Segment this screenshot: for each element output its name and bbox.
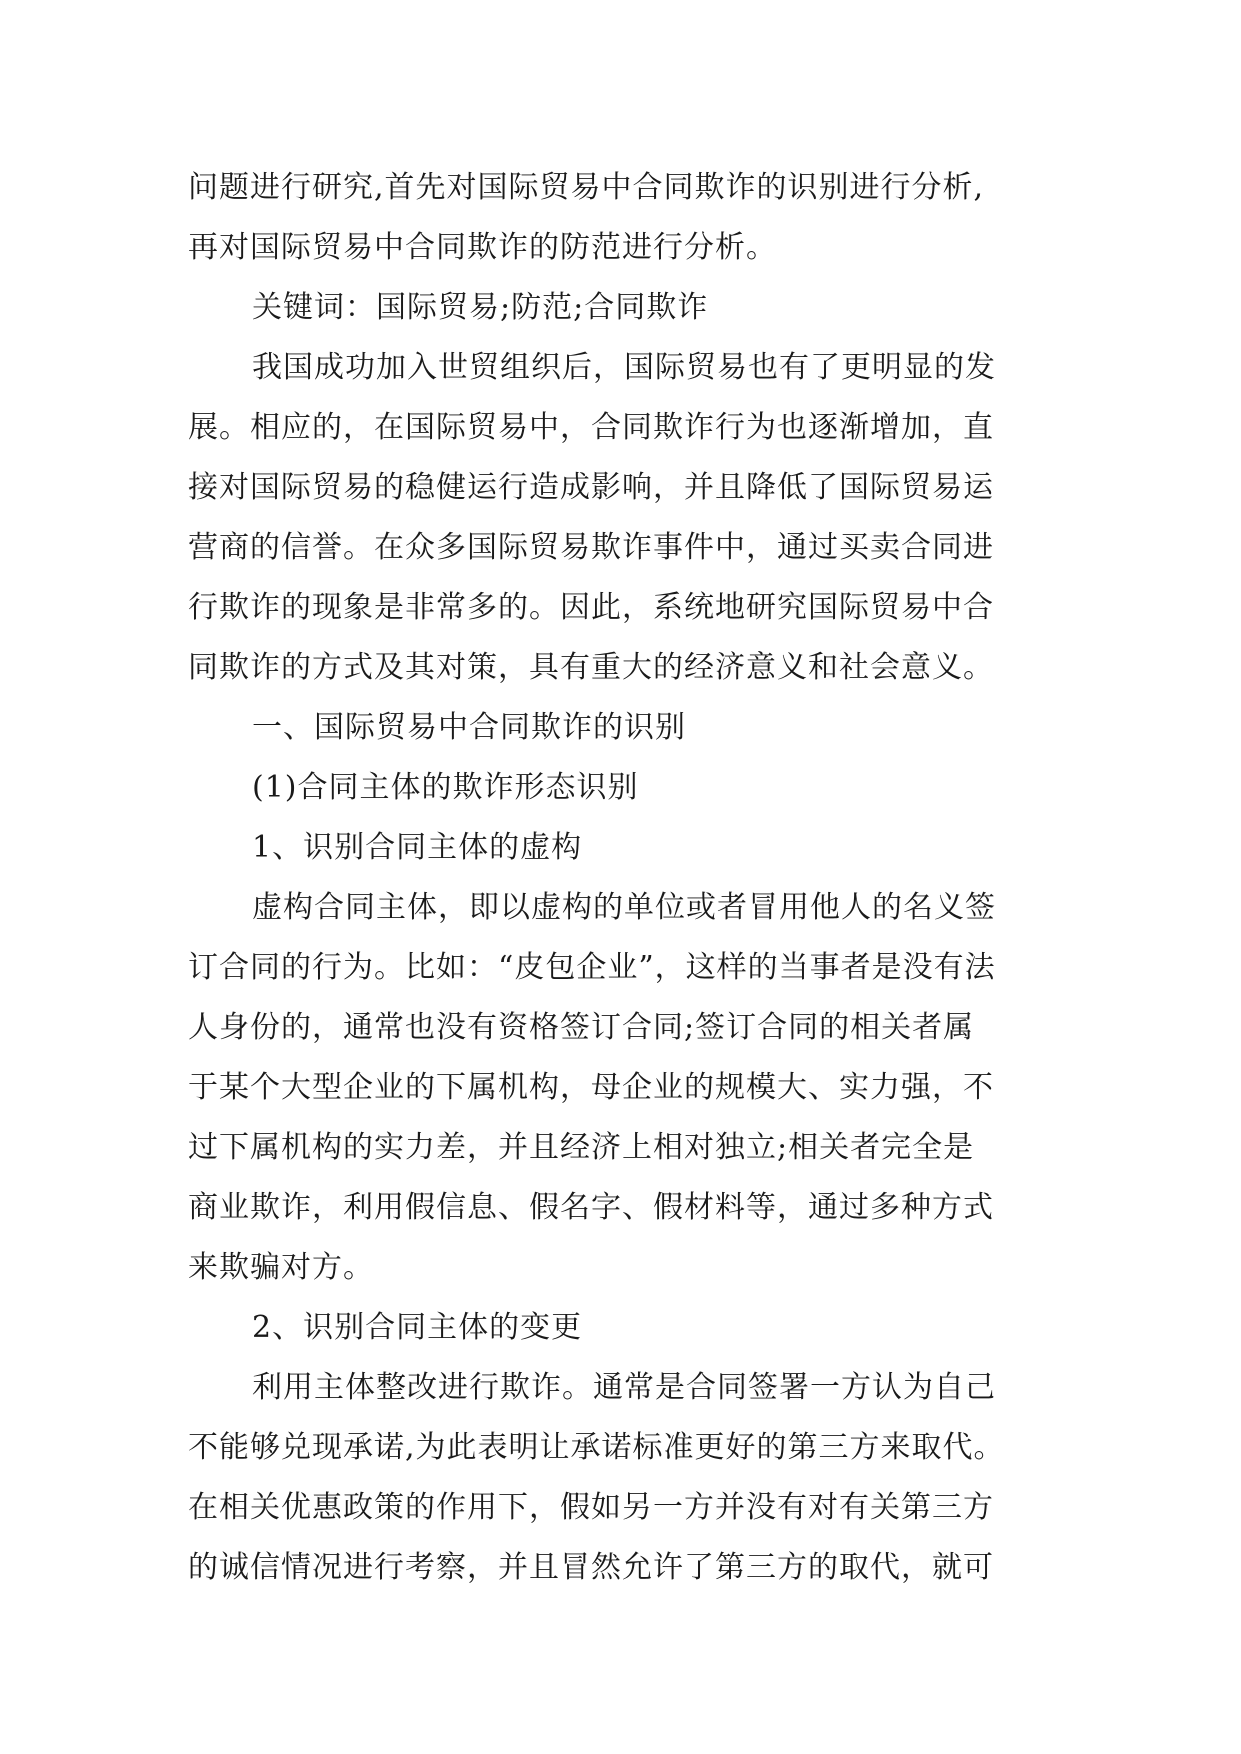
paragraph-start: 利用主体整改进行欺诈。通常是合同签署一方认为自己	[252, 1370, 996, 1405]
text-line: 订合同的行为。比如：“皮包企业”，这样的当事者是没有法	[188, 950, 996, 985]
text-line: 再对国际贸易中合同欺诈的防范进行分析。	[188, 230, 777, 265]
paragraph-start: 我国成功加入世贸组织后，国际贸易也有了更明显的发	[252, 350, 996, 385]
subsection-heading: (1)合同主体的欺诈形态识别	[252, 770, 639, 805]
text-line: 在相关优惠政策的作用下，假如另一方并没有对有关第三方	[188, 1490, 994, 1525]
text-line: 来欺骗对方。	[188, 1250, 374, 1285]
text-line: 的诚信情况进行考察，并且冒然允许了第三方的取代，就可	[188, 1550, 994, 1585]
item-heading: 1、识别合同主体的虚构	[252, 830, 583, 865]
document-body	[188, 158, 1088, 1598]
item-heading: 2、识别合同主体的变更	[252, 1310, 583, 1345]
text-line: 展。相应的，在国际贸易中，合同欺诈行为也逐渐增加，直	[188, 410, 994, 445]
keywords-line: 关键词：国际贸易;防范;合同欺诈	[252, 290, 709, 325]
text-line: 人身份的，通常也没有资格签订合同;签订合同的相关者属	[188, 1010, 975, 1045]
text-line: 营商的信誉。在众多国际贸易欺诈事件中，通过买卖合同进	[188, 530, 994, 565]
text-line: 过下属机构的实力差，并且经济上相对独立;相关者完全是	[188, 1130, 975, 1165]
section-heading: 一、国际贸易中合同欺诈的识别	[252, 710, 686, 745]
text-line: 于某个大型企业的下属机构，母企业的规模大、实力强，不	[188, 1070, 994, 1105]
text-line: 商业欺诈，利用假信息、假名字、假材料等，通过多种方式	[188, 1190, 994, 1225]
text-line: 接对国际贸易的稳健运行造成影响，并且降低了国际贸易运	[188, 470, 994, 505]
text-line: 不能够兑现承诺,为此表明让承诺标准更好的第三方来取代。	[188, 1430, 1005, 1465]
paragraph-start: 虚构合同主体，即以虚构的单位或者冒用他人的名义签	[252, 890, 996, 925]
text-line: 同欺诈的方式及其对策，具有重大的经济意义和社会意义。	[188, 650, 994, 685]
text-line: 问题进行研究,首先对国际贸易中合同欺诈的识别进行分析,	[188, 170, 985, 205]
text-line: 行欺诈的现象是非常多的。因此，系统地研究国际贸易中合	[188, 590, 994, 625]
